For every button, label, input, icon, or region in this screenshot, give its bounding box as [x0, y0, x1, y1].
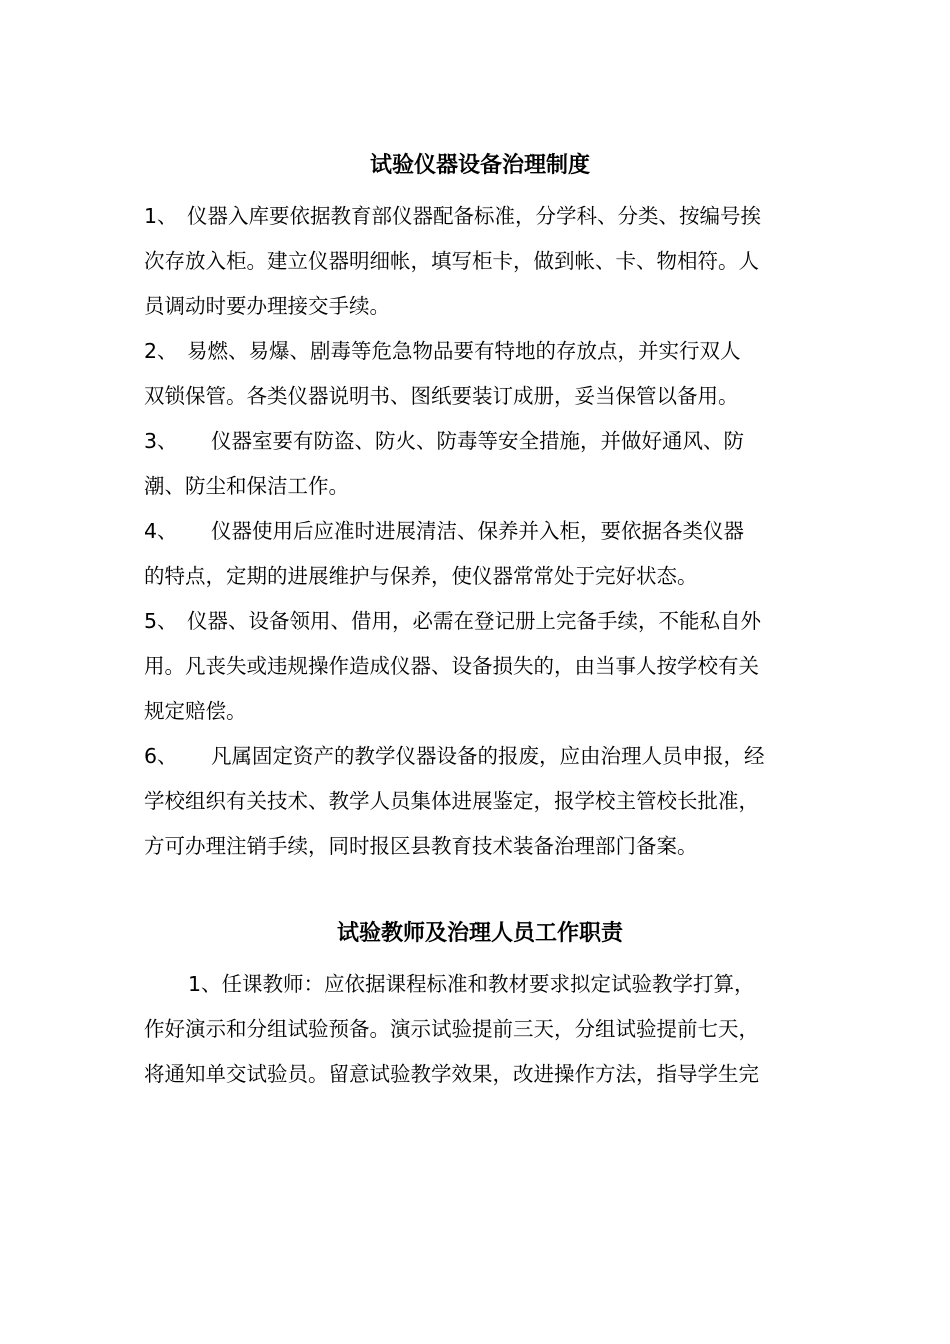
regulation-list [144, 194, 816, 869]
list-item-number: 3、 [144, 429, 178, 453]
duties-paragraph [144, 962, 816, 1097]
list-item-6-line-2: 学校组织有关技术、教学人员集体进展鉴定，报学校主管校长批准， [144, 789, 759, 813]
list-item-5-line-1: 5、 仪器、设备领用、借用，必需在登记册上完备手续，不能私自外 [144, 599, 816, 644]
list-item-number: 6、 [144, 744, 178, 768]
document-title-1: 试验仪器设备治理制度 [369, 153, 590, 178]
list-item-number: 2、 [144, 339, 178, 363]
duties-line-1: 1、任课教师：应依据课程标准和教材要求拟定试验教学打算， [188, 972, 755, 996]
duties-line-3: 将通知单交试验员。留意试验教学效果，改进操作方法，指导学生完 [144, 1062, 759, 1086]
duties-line-2: 作好演示和分组试验预备。演示试验提前三天，分组试验提前七天， [144, 1017, 759, 1041]
list-item-2-line-2: 双锁保管。各类仪器说明书、图纸要装订成册，妥当保管以备用。 [144, 384, 739, 408]
list-item-4-line-2: 的特点，定期的进展维护与保养，使仪器常常处于完好状态。 [144, 564, 698, 588]
list-item-3-line-2: 潮、防尘和保洁工作。 [144, 474, 349, 498]
list-item-3-line-1: 3、 仪器室要有防盗、防火、防毒等安全措施，并做好通风、防 [144, 419, 816, 464]
document-title-2: 试验教师及治理人员工作职责 [336, 921, 623, 946]
list-item-1-line-2: 次存放入柜。建立仪器明细帐，填写柜卡，做到帐、卡、物相符。人 [144, 249, 759, 273]
list-item-6-line-1: 6、 凡属固定资产的教学仪器设备的报废，应由治理人员申报，经 [144, 734, 816, 779]
list-item-1-line-3: 员调动时要办理接交手续。 [144, 294, 390, 318]
list-item-6-line-3: 方可办理注销手续，同时报区县教育技术装备治理部门备案。 [144, 834, 698, 858]
list-item-number: 5、 [144, 609, 178, 633]
list-item-4-line-1: 4、 仪器使用后应准时进展清洁、保养并入柜，要依据各类仪器 [144, 509, 816, 554]
list-item-number: 1、 [144, 204, 178, 228]
list-item-number: 4、 [144, 519, 178, 543]
list-item-2-line-1: 2、 易燃、易爆、剧毒等危急物品要有特地的存放点，并实行双人 [144, 329, 816, 374]
list-item-1-line-1: 1、 仪器入库要依据教育部仪器配备标准，分学科、分类、按编号挨 [144, 194, 816, 239]
list-item-5-line-3: 规定赔偿。 [144, 699, 247, 723]
list-item-5-line-2: 用。凡丧失或违规操作造成仪器、设备损失的，由当事人按学校有关 [144, 654, 759, 678]
